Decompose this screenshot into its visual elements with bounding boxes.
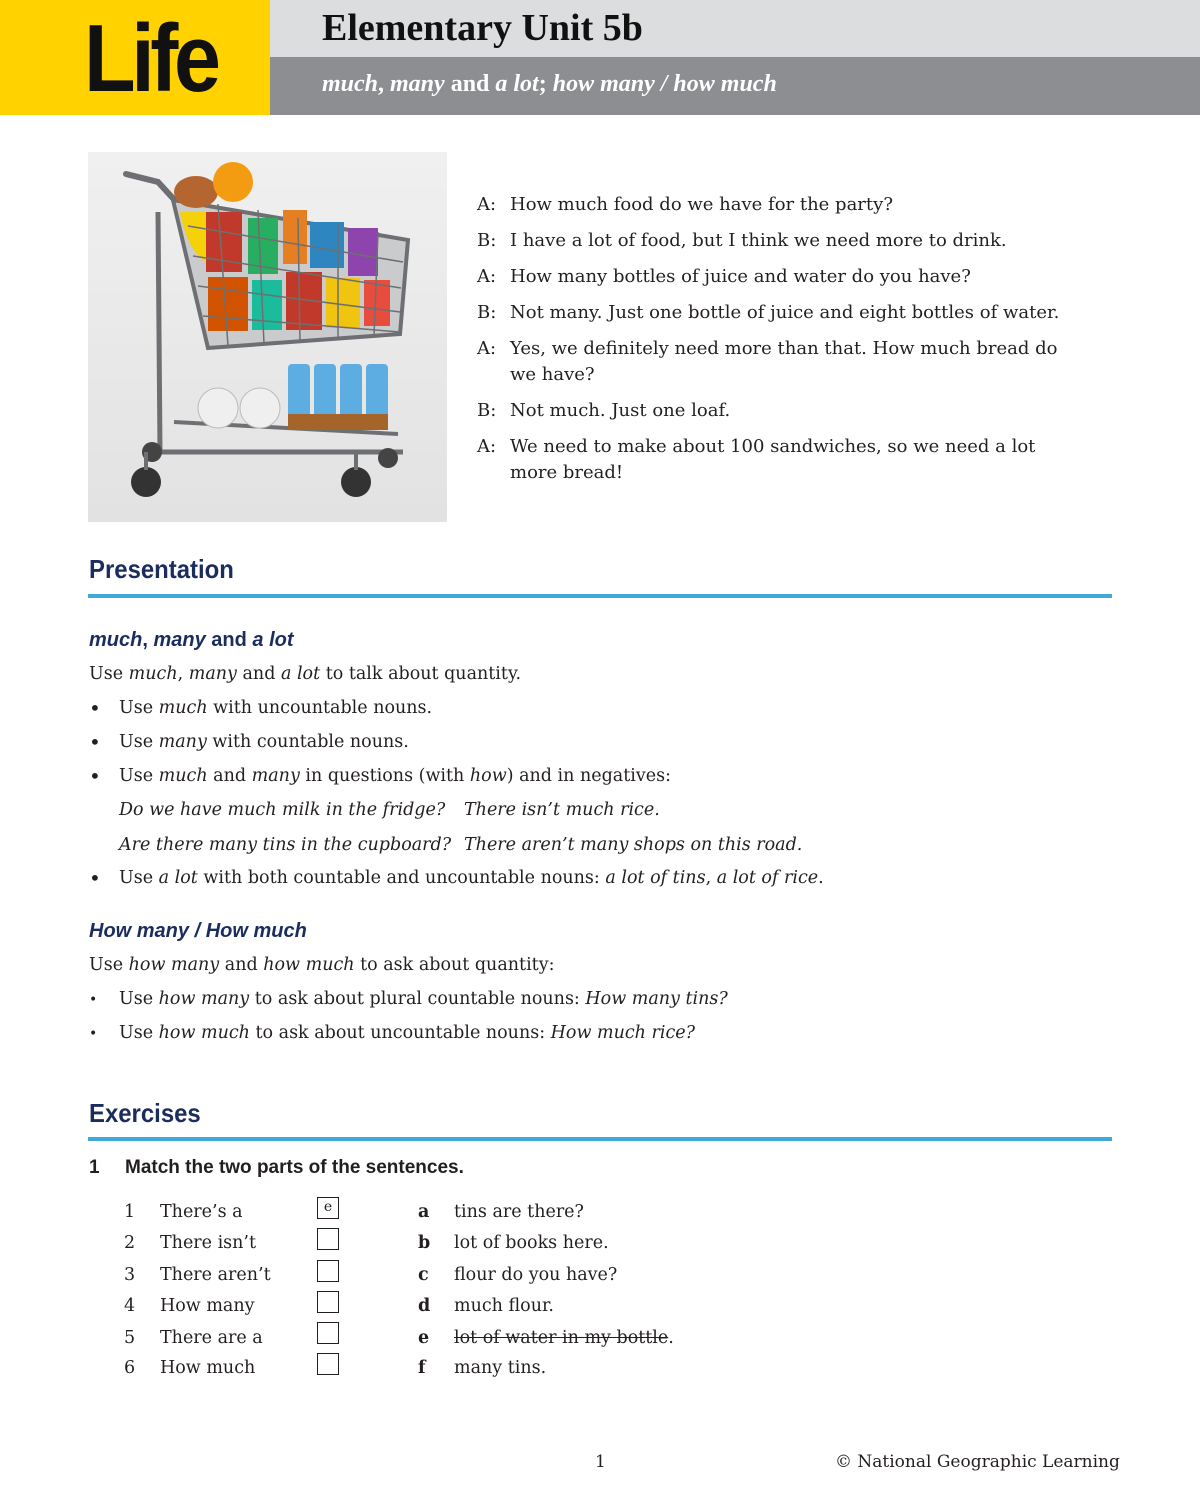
sentence-start: How many [160, 1296, 255, 1316]
sentence-start: How much [160, 1358, 256, 1378]
sentence-start: There’s a [160, 1202, 243, 1222]
option-letter: c [418, 1265, 429, 1285]
sentence-end-example: lot of water in my bottle. [454, 1328, 674, 1348]
exercise-instruction: Match the two parts of the sentences. [125, 1157, 464, 1178]
sentence-end: flour do you have? [454, 1265, 618, 1285]
answer-box[interactable] [317, 1260, 339, 1282]
exercise-number: 1 [89, 1157, 100, 1178]
answer-box[interactable] [317, 1322, 339, 1344]
item-number: 3 [124, 1265, 136, 1285]
dialogue-text: How much food do we have for the party? [510, 194, 893, 215]
dialogue-text: I have a lot of food, but I think we need more to drink. [510, 230, 1007, 251]
copyright: © National Geographic Learning [835, 1452, 1120, 1472]
shopping-cart-photo [88, 152, 447, 522]
sentence-end: lot of books here. [454, 1233, 609, 1253]
item-number: 2 [124, 1233, 136, 1253]
sentence-start: There are a [160, 1328, 263, 1348]
bullet-text: Use how much to ask about uncountable nouns: How much rice? [119, 1023, 696, 1043]
dialogue-text: Yes, we definitely need more than that. How much bread do we have? [510, 338, 1058, 385]
much-many-heading: much, many and a lot [89, 629, 294, 651]
life-logo: Life [84, 5, 217, 112]
dialogue-text: How many bottles of juice and water do you have? [510, 266, 971, 287]
speaker: A: [477, 266, 497, 287]
item-number: 6 [124, 1358, 136, 1378]
logo-box [0, 0, 270, 115]
item-number: 5 [124, 1328, 136, 1348]
dialogue-line [477, 228, 1077, 254]
dialogue-text: Not much. Just one loaf. [510, 400, 731, 421]
exercises-rule [88, 1137, 1112, 1141]
sentence-start: There aren’t [160, 1265, 271, 1285]
bullet-dot: • [89, 730, 101, 754]
dialogue-line [477, 434, 1077, 486]
bullet-text: Use much with uncountable nouns. [119, 698, 433, 718]
title-bar [270, 0, 1200, 57]
option-letter: b [418, 1233, 431, 1253]
subtitle-bar [270, 57, 1200, 115]
sentence-end: tins are there? [454, 1202, 584, 1222]
dialogue-text: Not many. Just one bottle of juice and eight bottles of water. [510, 302, 1060, 323]
dialogue-line [477, 398, 1077, 424]
option-letter: a [418, 1202, 430, 1222]
speaker: B: [477, 400, 497, 421]
intro-line: Use how many and how much to ask about quantity: [89, 955, 555, 975]
example-sentence: Are there many tins in the cupboard? [119, 835, 452, 855]
item-number: 4 [124, 1296, 136, 1316]
shopping-cart-illustration [88, 152, 447, 522]
speaker: B: [477, 230, 497, 251]
option-letter: f [418, 1358, 426, 1378]
example-sentence: Do we have much milk in the fridge? [119, 800, 446, 820]
dialogue-line [477, 192, 1077, 218]
example-sentence: There isn’t much rice. [464, 800, 660, 820]
speaker: B: [477, 302, 497, 323]
page-title: Elementary Unit 5b [322, 7, 643, 49]
bullet-text: Use a lot with both countable and uncountable nouns: a lot of tins, a lot of rice. [119, 868, 824, 888]
bullet-dot: • [89, 696, 101, 720]
dialogue-line [477, 300, 1077, 326]
item-number: 1 [124, 1202, 136, 1222]
exercises-heading: Exercises [89, 1098, 201, 1128]
option-letter: d [418, 1296, 431, 1316]
answer-box[interactable]: e [317, 1197, 339, 1219]
answer-box[interactable] [317, 1353, 339, 1375]
dialogue [477, 192, 1077, 496]
page-subtitle: much, many and a lot; how many / how much [322, 71, 777, 97]
speaker: A: [477, 338, 497, 359]
example-sentence: There aren’t many shops on this road. [464, 835, 803, 855]
dialogue-line [477, 336, 1077, 388]
option-letter: e [418, 1328, 430, 1348]
bullet-dot: • [89, 992, 98, 1008]
speaker: A: [477, 194, 497, 215]
answer-box[interactable] [317, 1291, 339, 1313]
sentence-start: There isn’t [160, 1233, 257, 1253]
bullet-dot: • [89, 764, 101, 788]
presentation-heading: Presentation [89, 554, 234, 584]
dialogue-text: We need to make about 100 sandwiches, so we need a lot more bread! [510, 436, 1036, 483]
bullet-dot: • [89, 1026, 98, 1042]
bullet-text: Use much and many in questions (with how) and in negatives: [119, 766, 671, 786]
speaker: A: [477, 436, 497, 457]
bullet-text: Use many with countable nouns. [119, 732, 409, 752]
dialogue-line [477, 264, 1077, 290]
sentence-end: much flour. [454, 1296, 554, 1316]
answer-box[interactable] [317, 1228, 339, 1250]
bullet-dot: • [89, 866, 101, 890]
sentence-end: many tins. [454, 1358, 547, 1378]
bullet-text: Use how many to ask about plural countable nouns: How many tins? [119, 989, 728, 1009]
how-many-heading: How many / How much [89, 920, 307, 942]
presentation-rule [88, 594, 1112, 598]
page-number: 1 [595, 1452, 606, 1472]
intro-line: Use much, many and a lot to talk about quantity. [89, 664, 522, 684]
